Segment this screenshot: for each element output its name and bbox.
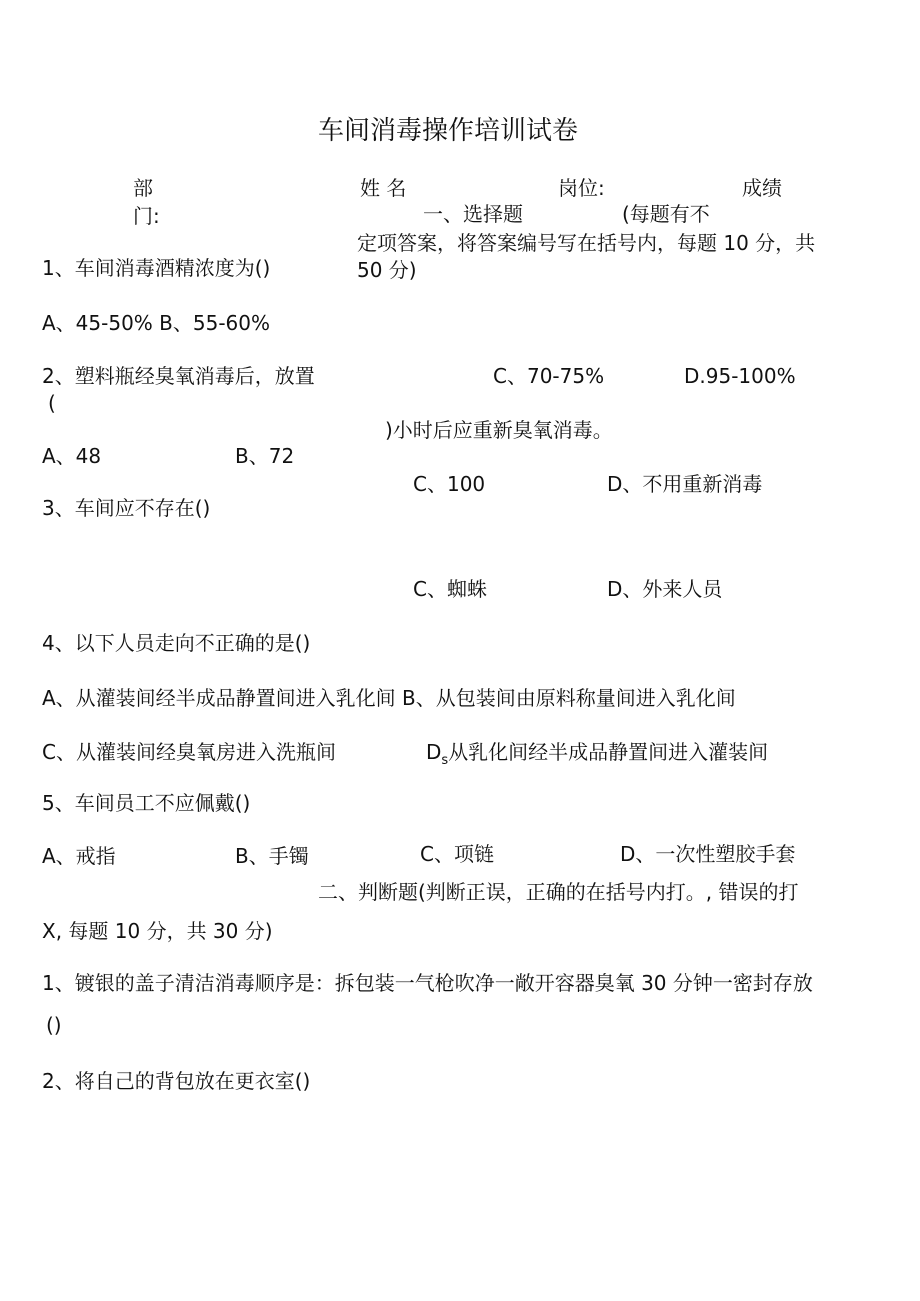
question-5-option-c: C、项链 bbox=[420, 842, 494, 866]
score-label: 成绩 bbox=[742, 176, 782, 200]
judge-1-paren: () bbox=[46, 1013, 62, 1037]
department-label-cont: 门: bbox=[133, 204, 160, 228]
question-1-option-d: D.95-100% bbox=[684, 364, 796, 388]
question-2-option-c: C、100 bbox=[413, 472, 486, 496]
question-5-option-b: B、手镯 bbox=[235, 844, 309, 868]
section1-note: (每题有不 bbox=[622, 202, 710, 226]
section2-heading-cont: X, 每题 10 分，共 30 分) bbox=[42, 919, 273, 943]
question-3-option-c: C、蜘蛛 bbox=[413, 577, 487, 601]
question-3-option-d: D、外来人员 bbox=[607, 577, 723, 601]
post-label: 岗位: bbox=[558, 176, 605, 200]
question-4-option-d bbox=[426, 742, 768, 767]
question-1-option-c: C、70-75% bbox=[493, 364, 605, 388]
page-title: 车间消毒操作培训试卷 bbox=[318, 116, 579, 146]
option-d-text: 从乳化间经半成品静置间进入灌装间 bbox=[448, 740, 769, 764]
judge-2-stem: 2、将自己的背包放在更衣室() bbox=[42, 1069, 311, 1093]
section1-note-cont: 定项答案，将答案编号写在括号内，每题 10 分，共 bbox=[357, 231, 816, 255]
question-2-option-d: D、不用重新消毒 bbox=[607, 472, 763, 496]
question-1-stem: 1、车间消毒酒精浓度为() bbox=[42, 256, 271, 280]
question-4-option-c: C、从灌装间经臭氧房进入洗瓶间 bbox=[42, 740, 336, 764]
question-2-stem: 2、塑料瓶经臭氧消毒后，放置 bbox=[42, 364, 315, 388]
question-5-option-d: D、一次性塑胶手套 bbox=[620, 842, 796, 866]
question-4-stem: 4、以下人员走向不正确的是() bbox=[42, 631, 311, 655]
section1-note-end: 50 分) bbox=[357, 258, 417, 282]
question-5-option-a: A、戒指 bbox=[42, 844, 116, 868]
question-1-options-ab: A、45-50% B、55-60% bbox=[42, 311, 270, 335]
section2-heading: 二、判断题(判断正误，正确的在括号内打。, 错误的打 bbox=[318, 880, 799, 904]
question-2-option-b: B、72 bbox=[235, 444, 295, 468]
question-2-paren: ( bbox=[48, 391, 56, 415]
section1-heading: 一、选择题 bbox=[423, 202, 523, 226]
question-4-options-ab: A、从灌装间经半成品静置间进入乳化间 B、从包装间由原料称量间进入乳化间 bbox=[42, 686, 736, 710]
department-label: 部 bbox=[133, 176, 153, 200]
judge-1-stem: 1、镀银的盖子清洁消毒顺序是：拆包装一气枪吹净一敞开容器臭氧 30 分钟一密封存放 bbox=[42, 971, 813, 995]
question-5-stem: 5、车间员工不应佩戴() bbox=[42, 791, 251, 815]
question-2-option-a: A、48 bbox=[42, 444, 102, 468]
name-label: 姓 名 bbox=[360, 176, 407, 200]
option-d-subscript: s bbox=[441, 753, 449, 768]
option-d-letter: D bbox=[426, 740, 442, 764]
question-2-stem-tail: )小时后应重新臭氧消毒。 bbox=[385, 418, 613, 442]
question-3-stem: 3、车间应不存在() bbox=[42, 496, 211, 520]
